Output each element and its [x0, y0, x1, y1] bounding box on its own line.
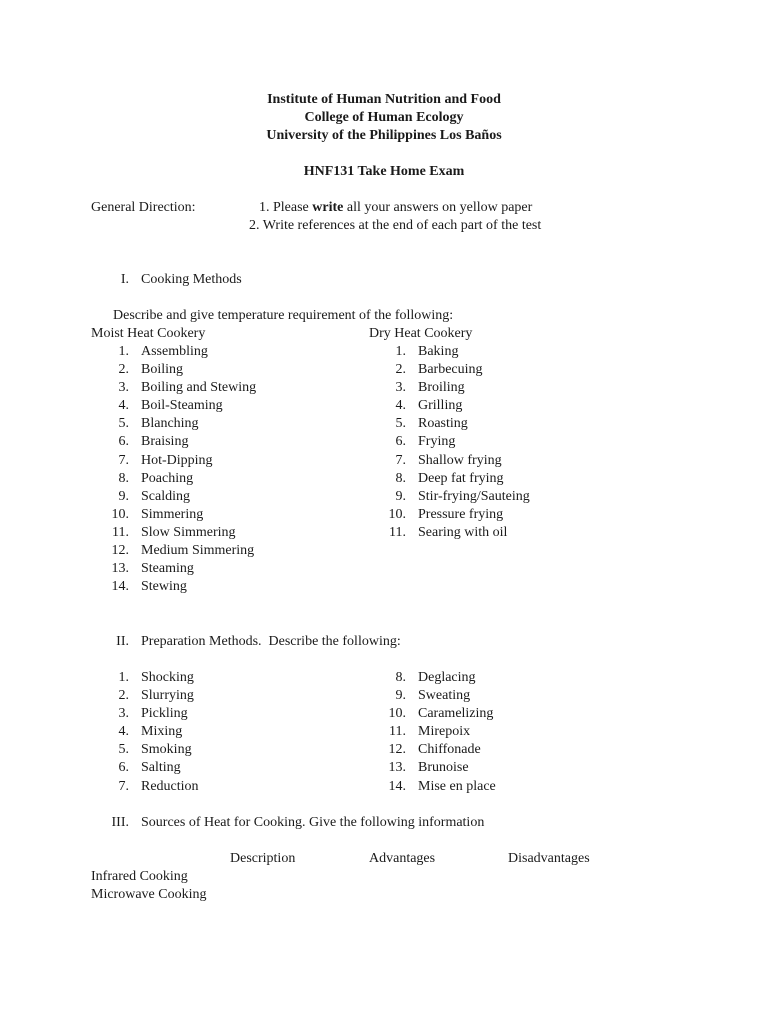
section3-numeral: III. [111, 815, 129, 830]
section1-title: Cooking Methods [141, 272, 242, 287]
column-advantages: Advantages [369, 851, 436, 866]
preparation-item [366, 759, 626, 777]
list-item-text: Stewing [141, 579, 187, 595]
list-item-text: Smoking [141, 742, 192, 758]
moist-heat-item [89, 506, 349, 524]
section1-instruction: Describe and give temperature requirement of the following: [113, 308, 454, 323]
list-item-text: Deep fat frying [418, 470, 504, 486]
list-item-text: Deglacing [418, 670, 476, 685]
list-item-text: Boiling and Stewing [141, 380, 257, 396]
direction-label: General Direction: [91, 200, 196, 215]
moist-heat-item [89, 542, 349, 560]
preparation-item [366, 687, 626, 705]
list-item-number: 9. [395, 488, 406, 504]
list-item-text: Roasting [418, 416, 468, 432]
dry-heat-item [366, 415, 626, 433]
list-item-text: Chiffonade [418, 742, 481, 758]
list-item-number: 14. [388, 778, 406, 794]
list-item-text: Salting [141, 760, 181, 776]
list-item-text: Hot-Dipping [141, 452, 213, 468]
list-item-number: 11. [389, 724, 406, 740]
list-item-number: 3. [395, 380, 406, 396]
moist-heat-item [89, 415, 349, 433]
list-item-number: 6. [118, 760, 129, 776]
list-item-number: 2. [395, 362, 406, 378]
dry-heat-item [366, 343, 626, 361]
list-item-number: 1. [395, 344, 406, 359]
dry-heat-list [366, 343, 626, 542]
list-item-text: Mise en place [418, 778, 496, 794]
list-item-number: 5. [395, 416, 406, 432]
list-item-number: 1. [118, 344, 129, 359]
institute-name: Institute of Human Nutrition and Food [267, 92, 501, 107]
direction-item-1-bold: write [312, 200, 344, 215]
list-item-text: Brunoise [418, 760, 469, 776]
moist-heat-item [89, 524, 349, 542]
list-item-number: 3. [118, 706, 129, 722]
direction-item-1 [259, 199, 532, 217]
list-item-text: Pressure frying [418, 506, 504, 522]
list-item-text: Slurrying [141, 688, 194, 704]
list-item-number: 11. [112, 524, 129, 540]
section2-title: Preparation Methods. Describe the following: [141, 634, 401, 649]
list-item-number: 14. [111, 579, 129, 595]
list-item-number: 13. [111, 561, 129, 577]
preparation-item [89, 669, 349, 687]
row-infrared-cooking: Infrared Cooking [91, 869, 188, 884]
list-item-text: Boil-Steaming [141, 398, 223, 414]
list-item-number: 9. [395, 688, 406, 704]
row-microwave-cooking: Microwave Cooking [91, 887, 207, 902]
dry-heat-item [366, 361, 626, 379]
list-item-number: 12. [388, 742, 406, 758]
moist-heat-list [89, 343, 349, 596]
list-item-number: 8. [395, 470, 406, 486]
list-item-text: Blanching [141, 416, 199, 432]
preparation-item [366, 723, 626, 741]
preparation-item [89, 705, 349, 723]
list-item-number: 10. [111, 506, 129, 522]
dry-heat-item [366, 488, 626, 506]
list-item-number: 6. [395, 434, 406, 450]
list-item-number: 3. [118, 380, 129, 396]
list-item-text: Shallow frying [418, 452, 502, 468]
list-item-text: Scalding [141, 488, 190, 504]
list-item-text: Simmering [141, 506, 204, 522]
university-name: University of the Philippines Los Baños [266, 128, 502, 143]
preparation-item [366, 778, 626, 796]
dry-heat-item [366, 470, 626, 488]
dry-heat-heading: Dry Heat Cookery [369, 326, 473, 341]
section2-numeral: II. [116, 634, 129, 649]
list-item-text: Stir-frying/Sauteing [418, 488, 530, 504]
direction-item-2: 2. Write references at the end of each part of the test [249, 218, 542, 233]
moist-heat-item [89, 379, 349, 397]
section1-numeral: I. [120, 272, 129, 287]
preparation-item [366, 741, 626, 759]
list-item-text: Pickling [141, 706, 188, 722]
list-item-text: Mirepoix [418, 724, 471, 740]
college-name: College of Human Ecology [304, 110, 464, 125]
list-item-number: 1. [118, 670, 129, 685]
moist-heat-item [89, 433, 349, 451]
list-item-text: Baking [418, 344, 459, 359]
list-item-text: Caramelizing [418, 706, 494, 722]
list-item-text: Mixing [141, 724, 183, 740]
moist-heat-item [89, 578, 349, 596]
list-item-text: Sweating [418, 688, 471, 704]
column-description: Description [230, 851, 296, 866]
list-item-number: 11. [389, 524, 406, 540]
moist-heat-heading: Moist Heat Cookery [91, 326, 206, 341]
preparation-item [366, 705, 626, 723]
list-item-number: 10. [388, 706, 406, 722]
list-item-number: 6. [118, 434, 129, 450]
preparation-item [89, 741, 349, 759]
list-item-number: 7. [118, 452, 129, 468]
preparation-item [89, 778, 349, 796]
preparation-item [366, 669, 626, 687]
moist-heat-item [89, 397, 349, 415]
list-item-number: 4. [118, 398, 129, 414]
preparation-item [89, 687, 349, 705]
list-item-text: Assembling [141, 344, 208, 359]
preparation-item [89, 723, 349, 741]
moist-heat-item [89, 470, 349, 488]
column-disadvantages: Disadvantages [508, 851, 590, 866]
dry-heat-item [366, 524, 626, 542]
list-item-number: 10. [388, 506, 406, 522]
list-item-number: 12. [111, 543, 129, 559]
list-item-text: Searing with oil [418, 524, 508, 540]
list-item-number: 9. [118, 488, 129, 504]
list-item-number: 8. [395, 670, 406, 685]
list-item-text: Barbecuing [418, 362, 483, 378]
list-item-number: 5. [118, 416, 129, 432]
direction-item-1-pre: 1. Please [259, 200, 313, 215]
moist-heat-item [89, 488, 349, 506]
list-item-number: 7. [118, 778, 129, 794]
list-item-text: Grilling [418, 398, 463, 414]
dry-heat-item [366, 506, 626, 524]
list-item-text: Shocking [141, 670, 194, 685]
dry-heat-item [366, 397, 626, 415]
list-item-text: Boiling [141, 362, 184, 378]
list-item-text: Frying [418, 434, 456, 450]
preparation-list-right [366, 669, 626, 796]
dry-heat-item [366, 433, 626, 451]
list-item-text: Braising [141, 434, 189, 450]
list-item-number: 4. [118, 724, 129, 740]
direction-item-1-post: all your answers on yellow paper [343, 200, 533, 215]
list-item-number: 2. [118, 362, 129, 378]
list-item-text: Slow Simmering [141, 524, 236, 540]
dry-heat-item [366, 452, 626, 470]
moist-heat-item [89, 361, 349, 379]
list-item-text: Steaming [141, 561, 194, 577]
list-item-text: Medium Simmering [141, 543, 255, 559]
list-item-text: Broiling [418, 380, 465, 396]
dry-heat-item [366, 379, 626, 397]
preparation-item [89, 759, 349, 777]
list-item-number: 8. [118, 470, 129, 486]
list-item-number: 13. [388, 760, 406, 776]
moist-heat-item [89, 343, 349, 361]
preparation-list-left [89, 669, 349, 796]
list-item-number: 4. [395, 398, 406, 414]
list-item-number: 2. [118, 688, 129, 704]
moist-heat-item [89, 452, 349, 470]
list-item-number: 5. [118, 742, 129, 758]
exam-title: HNF131 Take Home Exam [303, 164, 465, 179]
list-item-text: Reduction [141, 778, 199, 794]
list-item-number: 7. [395, 452, 406, 468]
section3-title: Sources of Heat for Cooking. Give the following information [141, 815, 485, 830]
list-item-text: Poaching [141, 470, 194, 486]
moist-heat-item [89, 560, 349, 578]
